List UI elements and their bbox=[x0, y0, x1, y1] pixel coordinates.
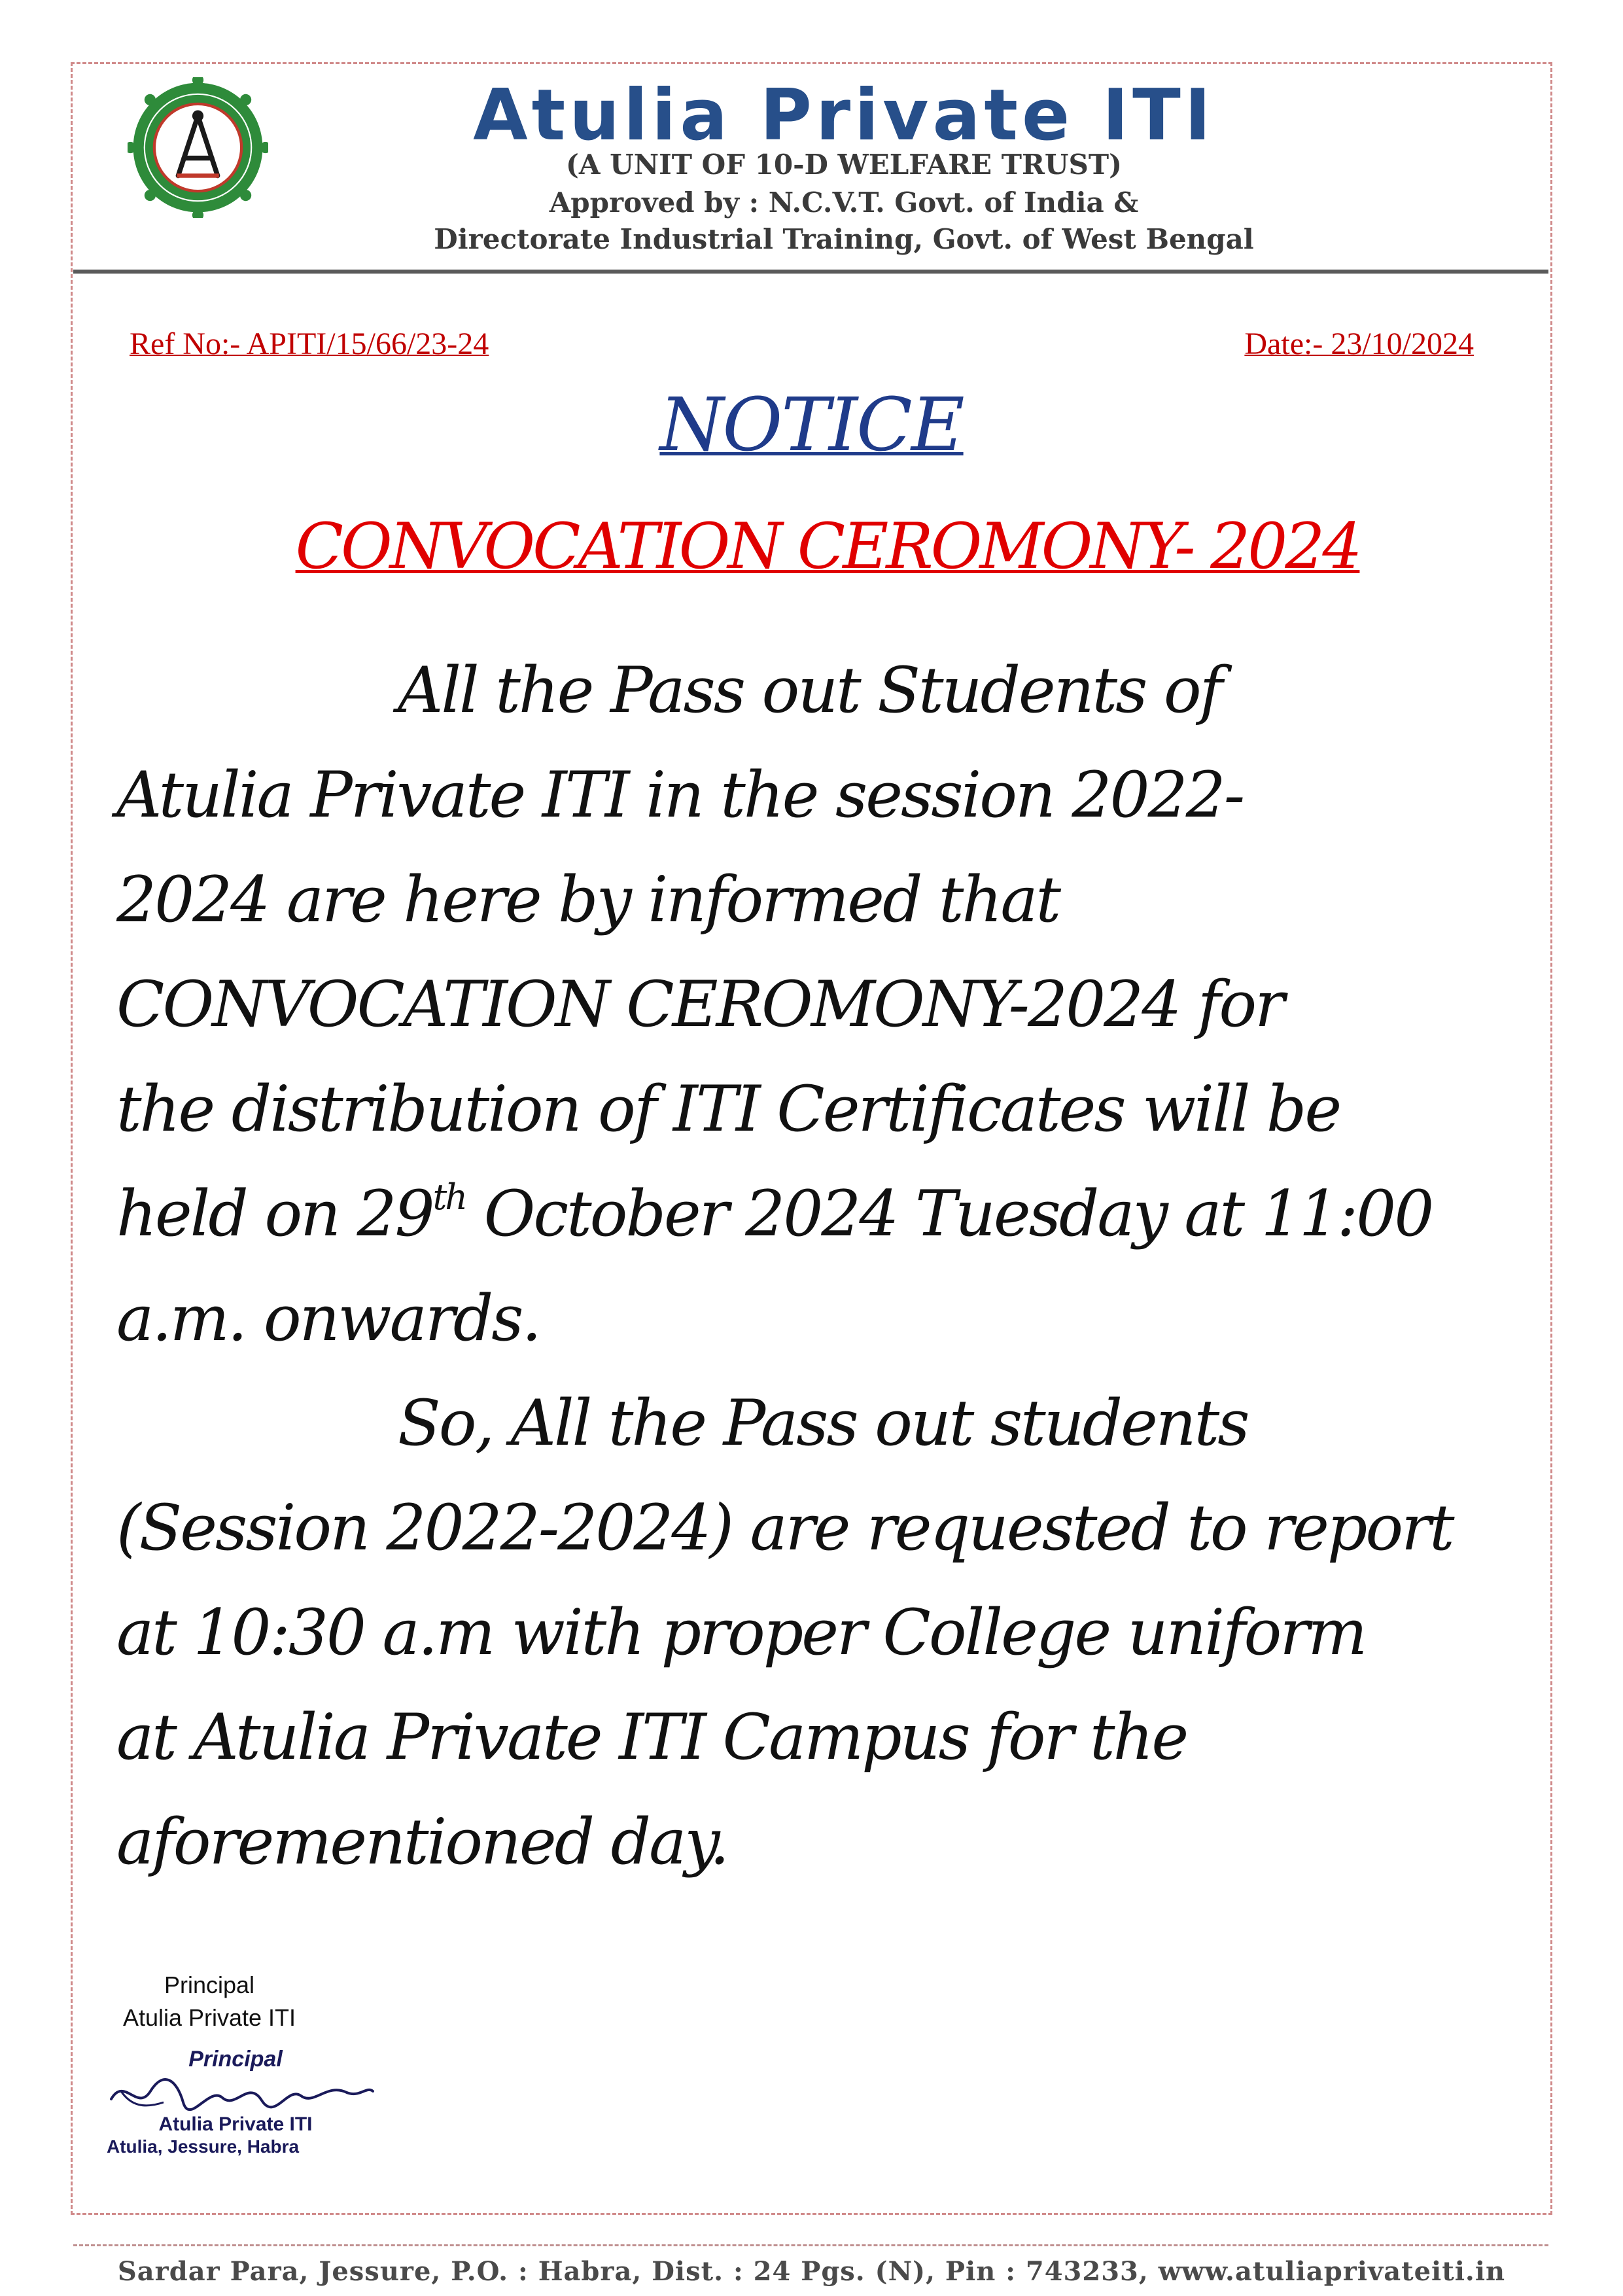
date-label: Date bbox=[1244, 327, 1304, 361]
reference-number bbox=[130, 326, 489, 366]
footer-address: Sardar Para, Jessure, P.O. : Habra, Dist. : 24 Pgs. (N), Pin : 743233, www.atuliaprivateiti.in bbox=[117, 2256, 1506, 2287]
trust-line: (A UNIT OF 10-D WELFARE TRUST) bbox=[565, 149, 1122, 181]
signatory-organisation: Atulia Private ITI bbox=[122, 2004, 296, 2031]
notice-heading: NOTICE bbox=[659, 383, 964, 468]
footer-divider bbox=[73, 2244, 1548, 2246]
body-line: (Session 2022-2024) are requested to report bbox=[116, 1491, 1453, 1564]
body-line: the distribution of ITI Certificates will be bbox=[116, 1072, 1340, 1146]
institute-logo-icon bbox=[128, 77, 268, 218]
body-line: All the Pass out Students of bbox=[398, 654, 1221, 727]
body-line: CONVOCATION CEROMONY-2024 for bbox=[116, 968, 1283, 1041]
notice-date bbox=[1244, 326, 1474, 366]
body-line-event-date bbox=[116, 1165, 1432, 1263]
signatory-title: Principal bbox=[164, 1971, 255, 1998]
body-line: at 10:30 a.m with proper College uniform bbox=[116, 1596, 1366, 1669]
body-line: aforementioned day. bbox=[116, 1805, 728, 1879]
letterhead-divider bbox=[73, 270, 1548, 274]
directorate-line: Directorate Industrial Training, Govt. of West Bengal bbox=[434, 223, 1254, 255]
ref-label: Ref No bbox=[130, 327, 221, 361]
body-line: 2024 are here by informed that bbox=[116, 863, 1060, 936]
body-line: at Atulia Private ITI Campus for the bbox=[116, 1701, 1187, 1774]
approval-line: Approved by : N.C.V.T. Govt. of India & bbox=[549, 186, 1139, 219]
body-line: Atulia Private ITI in the session 2022- bbox=[116, 758, 1244, 832]
institute-name: Atulia Private ITI bbox=[473, 75, 1215, 156]
svg-text:Atulia, Jessure, Habra: Atulia, Jessure, Habra bbox=[106, 2136, 300, 2157]
ordinal-suffix: th bbox=[432, 1176, 466, 1218]
date-value: :- 23/10/2024 bbox=[1304, 327, 1474, 361]
convocation-heading: CONVOCATION CEROMONY- 2024 bbox=[295, 510, 1360, 583]
ref-value: :- APITI/15/66/23-24 bbox=[220, 327, 489, 361]
body-line: So, All the Pass out students bbox=[398, 1386, 1248, 1460]
body-line: a.m. onwards. bbox=[116, 1282, 540, 1355]
svg-text:Atulia Private ITI: Atulia Private ITI bbox=[158, 2113, 313, 2135]
svg-text:Principal: Principal bbox=[188, 2047, 283, 2072]
principal-stamp-signature bbox=[85, 2040, 386, 2158]
event-date-part2: October 2024 Tuesday at 11:00 bbox=[466, 1177, 1433, 1250]
event-date-part1: held on 29 bbox=[116, 1177, 433, 1250]
